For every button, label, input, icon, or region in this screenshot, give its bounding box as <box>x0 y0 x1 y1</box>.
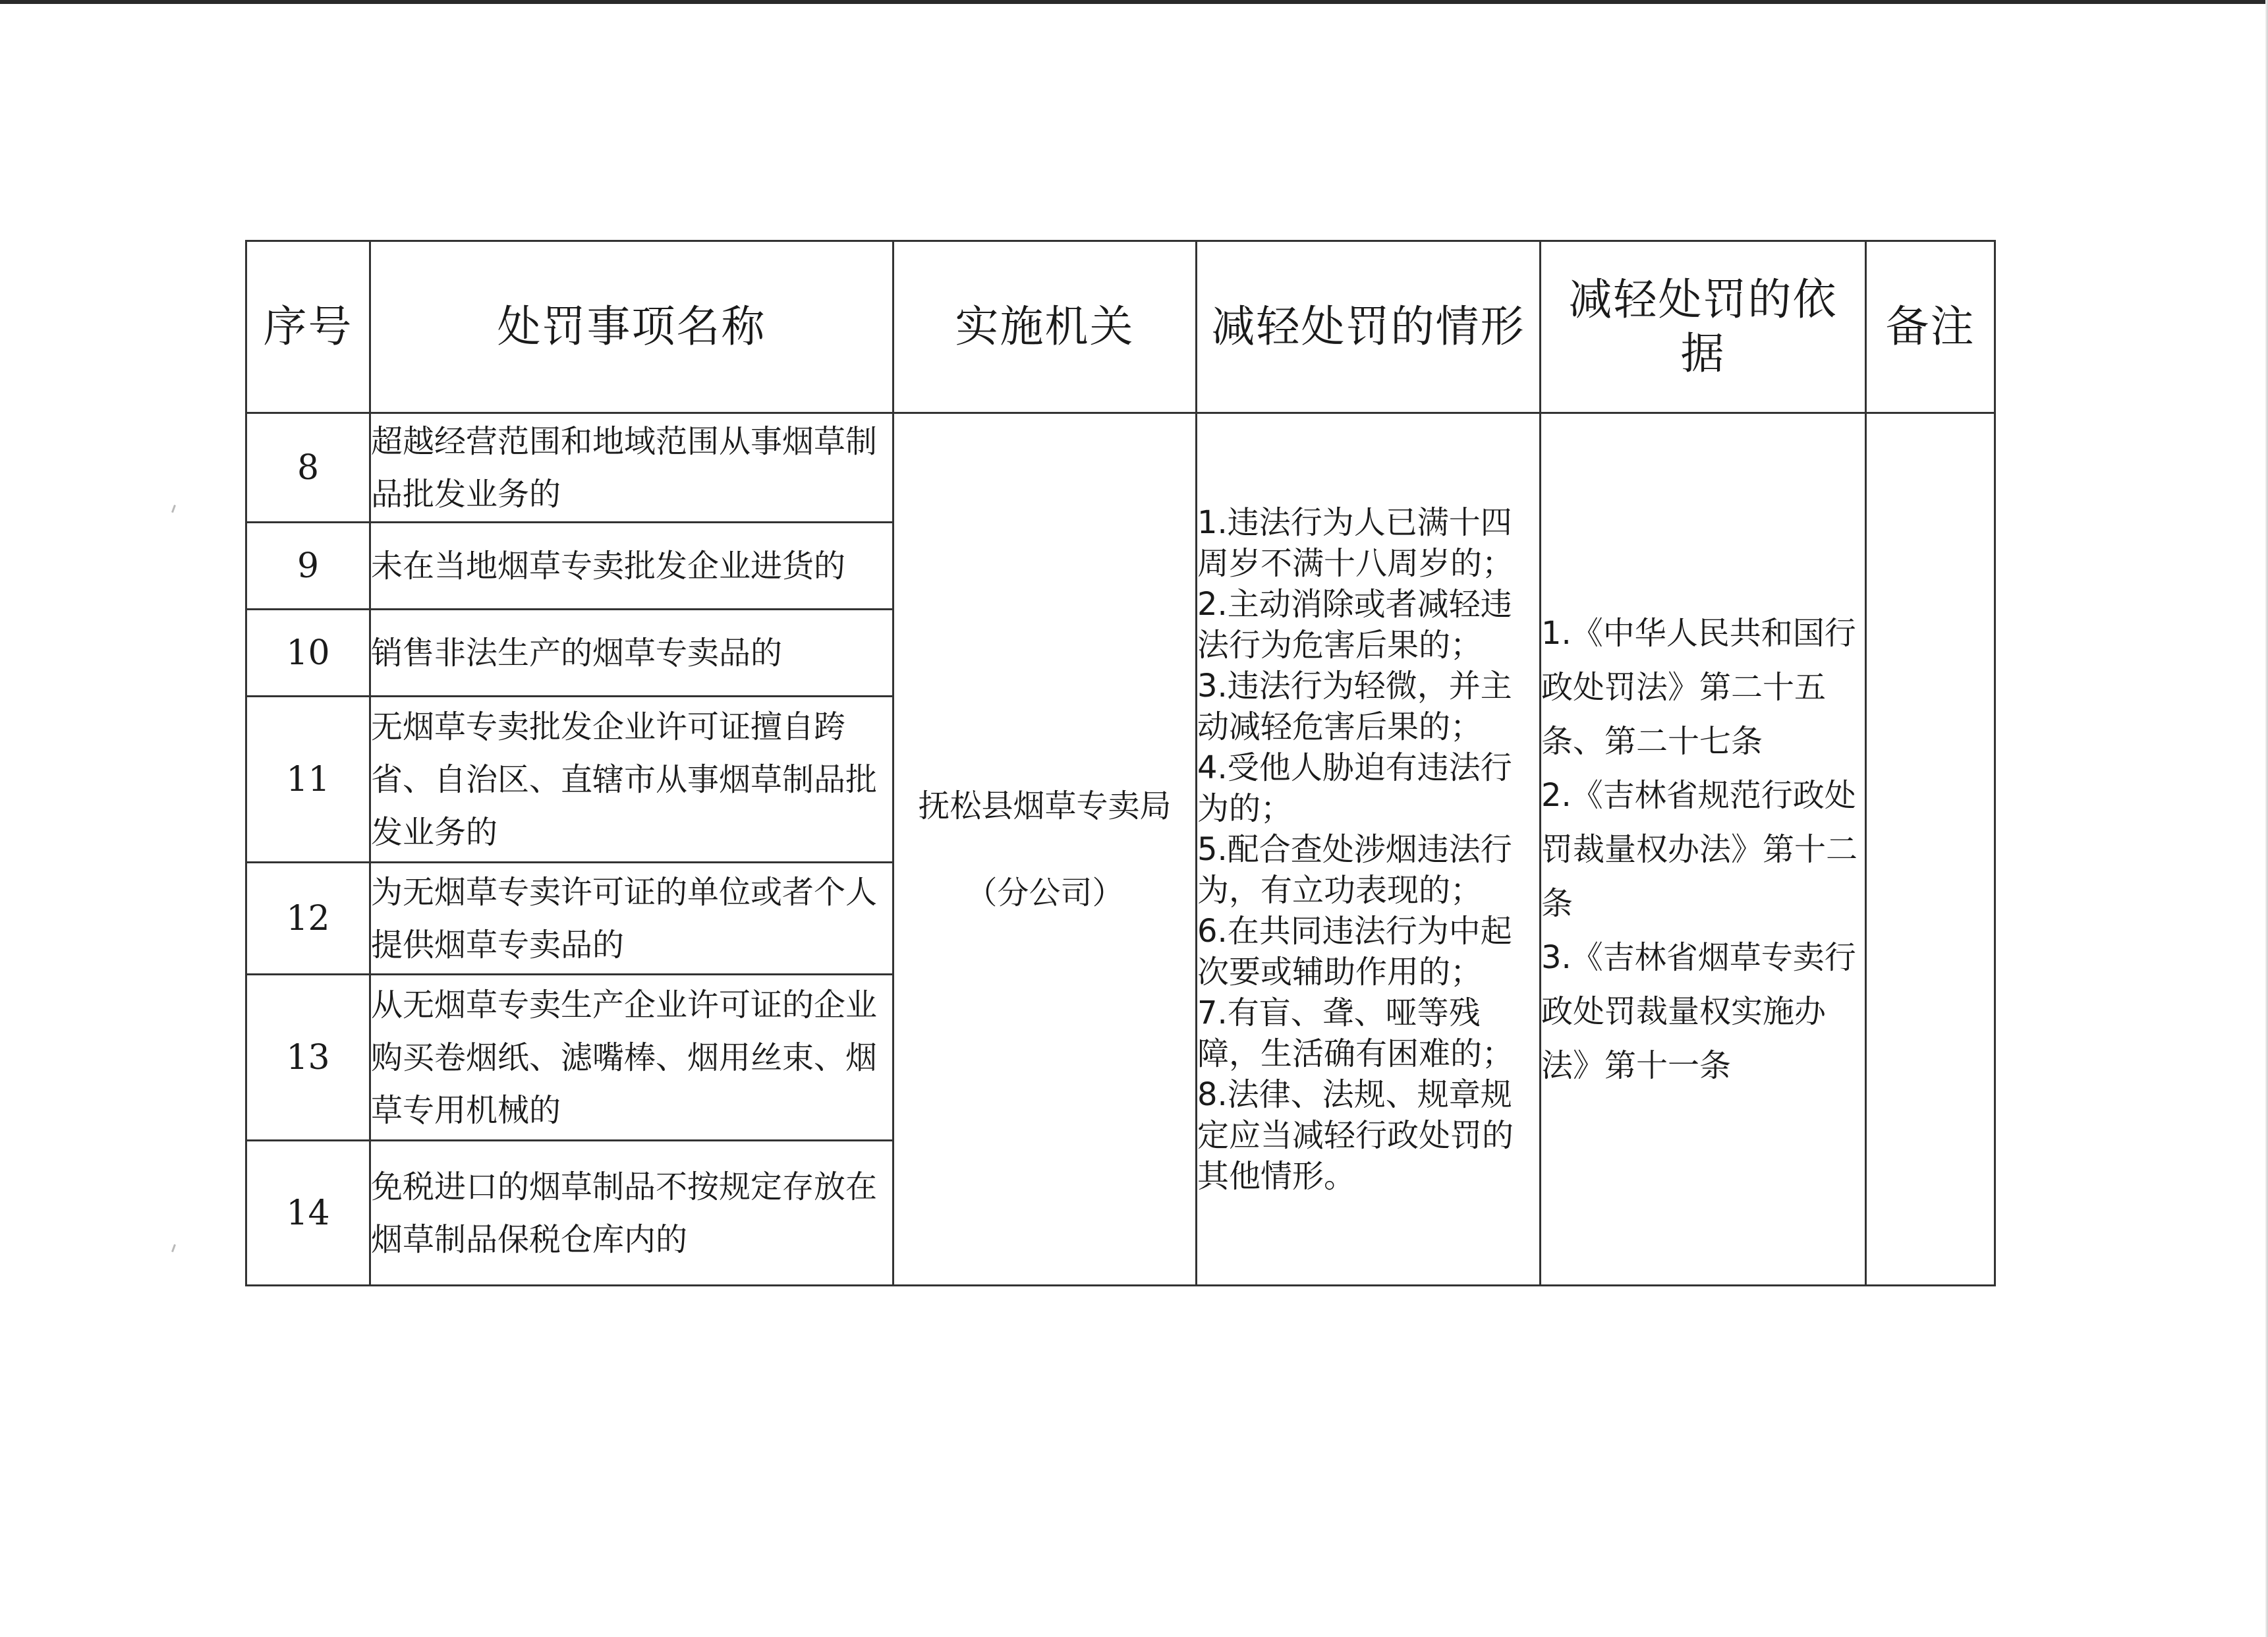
basis-item: 3.《吉林省烟草专卖行政处罚裁量权实施办法》第十一条 <box>1541 938 1856 1084</box>
situation-item: 8.法律、法规、规章规定应当减轻行政处罚的其他情形。 <box>1197 1076 1514 1195</box>
scan-speck <box>171 1244 176 1252</box>
situation-item: 5.配合查处涉烟违法行为，有立功表现的； <box>1197 830 1512 909</box>
penalty-reduction-table <box>245 240 1996 1286</box>
penalty-item-name: 未在当地烟草专卖批发企业进货的 <box>370 523 893 610</box>
penalty-item-name: 从无烟草专卖生产企业许可证的企业购买卷烟纸、滤嘴棒、烟用丝束、烟草专用机械的 <box>370 975 893 1141</box>
reduction-situations-cell <box>1197 413 1541 1286</box>
penalty-item-name: 销售非法生产的烟草专卖品的 <box>370 610 893 697</box>
reduction-basis-cell <box>1541 413 1866 1286</box>
row-number: 13 <box>246 975 370 1141</box>
header-basis: 减轻处罚的依据 <box>1541 241 1866 413</box>
header-remarks: 备注 <box>1866 241 1995 413</box>
table-row <box>246 413 1995 523</box>
situation-item: 7.有盲、聋、哑等残障，生活确有困难的； <box>1197 994 1514 1072</box>
situation-item: 3.违法行为轻微，并主动减轻危害后果的； <box>1197 667 1512 745</box>
header-situations: 减轻处罚的情形 <box>1197 241 1541 413</box>
table-header-row <box>246 241 1995 413</box>
situation-item: 4.受他人胁迫有违法行为的； <box>1197 749 1512 827</box>
basis-item: 2.《吉林省规范行政处罚裁量权办法》第十二条 <box>1541 776 1858 922</box>
penalty-item-name: 超越经营范围和地域范围从事烟草制品批发业务的 <box>370 413 893 523</box>
penalty-item-name: 免税进口的烟草制品不按规定存放在烟草制品保税仓库内的 <box>370 1141 893 1286</box>
row-number: 10 <box>246 610 370 697</box>
row-number: 8 <box>246 413 370 523</box>
situation-item: 1.违法行为人已满十四周岁不满十八周岁的； <box>1197 503 1514 582</box>
implementing-agency-cell <box>893 413 1197 1286</box>
agency-branch: （分公司） <box>965 874 1124 911</box>
header-item-name: 处罚事项名称 <box>370 241 893 413</box>
header-seq: 序号 <box>246 241 370 413</box>
scan-edge-right <box>2265 0 2268 1637</box>
penalty-item-name: 为无烟草专卖许可证的单位或者个人提供烟草专卖品的 <box>370 863 893 975</box>
row-number: 14 <box>246 1141 370 1286</box>
penalty-item-name: 无烟草专卖批发企业许可证擅自跨省、自治区、直辖市从事烟草制品批发业务的 <box>370 697 893 863</box>
remarks-cell <box>1866 413 1995 1286</box>
row-number: 12 <box>246 863 370 975</box>
agency-name: 抚松县烟草专卖局 <box>918 787 1172 824</box>
scan-speck <box>171 505 176 513</box>
situation-item: 6.在共同违法行为中起次要或辅助作用的； <box>1197 912 1512 991</box>
basis-item: 1.《中华人民共和国行政处罚法》第二十五条、第二十七条 <box>1541 614 1856 760</box>
situation-item: 2.主动消除或者减轻违法行为危害后果的； <box>1197 585 1512 664</box>
header-agency: 实施机关 <box>893 241 1197 413</box>
row-number: 9 <box>246 523 370 610</box>
scan-edge-top <box>0 0 2268 4</box>
row-number: 11 <box>246 697 370 863</box>
